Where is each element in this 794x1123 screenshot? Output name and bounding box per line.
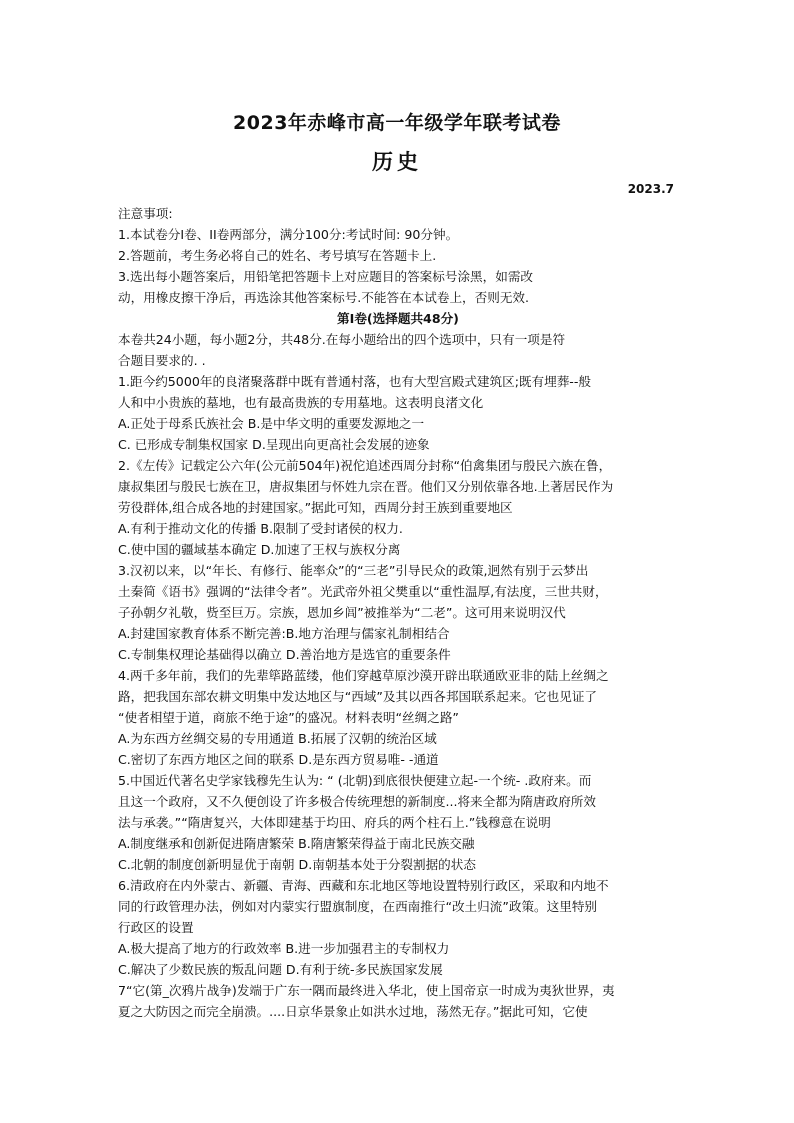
note-item: 2.答题前，考生务必将自己的姓名、考号填写在答题卡上. — [118, 248, 437, 263]
question-6 — [118, 875, 678, 980]
question-options-line: C.北朝的制度创新明显优于南朝 D.南朝基本处于分裂割据的状态 — [118, 857, 476, 872]
question-options-line: A.封建国家教育体系不断完善:B.地方治理与儒家礼制相结合 — [118, 626, 450, 641]
note-item: 动，用橡皮擦干净后，再选涂其他答案标号.不能答在本试卷上，否则无效. — [118, 290, 530, 305]
notes-heading: 注意事项: — [118, 206, 173, 221]
question-options-line: A.有利于推动文化的传播 B.限制了受封诸侯的权力. — [118, 521, 403, 536]
question-options-line: A.正处于母系氏族社会 B.是中华文明的重要发源地之一 — [118, 416, 425, 431]
question-1 — [118, 371, 678, 455]
question-options-line: C.专制集权理论基础得以确立 D.善治地方是选官的重要条件 — [118, 647, 451, 662]
question-options-line: C.解决了少数民族的叛乱问题 D.有利于统-多民族国家发展 — [118, 962, 443, 977]
question-stem-line: 且这一个政府，又不久便创设了许多极合传统理想的新制度...将来全都为隋唐政府所效 — [118, 794, 596, 809]
section-intro-line: 合题目要求的. . — [118, 353, 206, 368]
question-stem-line: 康叔集团与殷民七族在卫，唐叔集团与怀姓九宗在晋。他们又分别依靠各地.上著居民作为 — [118, 479, 614, 494]
section-intro-line: 本卷共24小题，每小题2分，共48分.在每小题给出的四个选项中，只有一项是符 — [118, 332, 566, 347]
question-stem-line: 行政区的设置 — [118, 920, 194, 935]
note-item: 3.选出每小题答案后，用铅笔把答题卡上对应题目的答案标号涂黑，如需改 — [118, 269, 534, 284]
question-options-line: C. 已形成专制集权国家 D.呈现出向更高社会发展的迹象 — [118, 437, 430, 452]
subject-title: 历史 — [372, 150, 422, 174]
question-options-line: A.极大提高了地方的行政效率 B.进一步加强君主的专制权力 — [118, 941, 450, 956]
question-stem-line: 劳役群体,组合成各地的封建国家。”据此可知，西周分封王族到重要地区 — [118, 500, 513, 515]
question-stem-line: 人和中小贵族的墓地，也有最高贵族的专用墓地。这表明良渚文化 — [118, 395, 484, 410]
question-5 — [118, 770, 678, 875]
question-stem-line: 7“它(第_次鸦片战争)发端于广东一隅而最终进入华北，使上国帝京一时成为夷狄世界，夷 — [118, 983, 615, 998]
question-options-line: C.密切了东西方地区之间的联系 D.是东西方贸易唯- -通道 — [118, 752, 439, 767]
question-stem-line: 路，把我国东部农耕文明集中发达地区与“西域”及其以西各邦国联系起来。它也见证了 — [118, 689, 598, 704]
question-stem-line: 夏之大防因之而完全崩溃。....日京华景象止如洪水过地，荡然无存。”据此可知，它使 — [118, 1004, 588, 1019]
question-stem-line: 法与承袭。”“隋唐复兴，大体即建基于均田、府兵的两个柱石上.”钱穆意在说明 — [118, 815, 551, 830]
question-stem-line: 2.《左传》记载定公六年(公元前504年)祝佗追述西周分封称“伯禽集团与殷民六族在鲁， — [118, 458, 612, 473]
question-stem-line: 4.两千多年前，我们的先辈筚路蓝缕，他们穿越草原沙漠开辟出联通欧亚非的陆上丝绸之 — [118, 668, 609, 683]
question-4 — [118, 665, 678, 770]
question-options-line: C.使中国的疆域基本确定 D.加速了王权与族权分离 — [118, 542, 401, 557]
exam-title: 2023年赤峰市高一年级学年联考试卷 — [233, 112, 561, 134]
question-7 — [118, 980, 678, 1022]
question-stem-line: 同的行政管理办法，例如对内蒙实行盟旗制度，在西南推行“改土归流”政策。这里特别 — [118, 899, 598, 914]
section-heading: 第I卷(选择题共48分) — [337, 311, 459, 326]
question-3 — [118, 560, 678, 665]
note-item: 1.本试卷分I卷、II卷两部分，满分100分:考试时间: 90分钟。 — [118, 227, 459, 242]
question-stem-line: 土秦简《语书》强调的“法律令者”。光武帝外祖父樊重以“重性温厚,有法度，三世共财， — [118, 584, 608, 599]
question-stem-line: 子孙朝夕礼敬，赀至巨万。宗族，恩加乡闾”被推举为“二老”。这可用来说明汉代 — [118, 605, 566, 620]
notes-block — [118, 203, 678, 308]
question-stem-line: 3.汉初以来，以“年长、有修行、能率众”的“三老”引导民众的政策,迥然有别于云梦出 — [118, 563, 589, 578]
question-stem-line: 1.距今约5000年的良渚聚落群中既有普通村落，也有大型宫殿式建筑区;既有埋葬--般 — [118, 374, 591, 389]
question-stem-line: “使者相望于道，商旅不绝于途”的盛况。材料表明“丝绸之路” — [118, 710, 459, 725]
question-2 — [118, 455, 678, 560]
exam-date: 2023.7 — [627, 182, 674, 196]
question-stem-line: 5.中国近代著名史学家钱穆先生认为: “ (北朝)到底很快便建立起-一个统- .政府来。而 — [118, 773, 592, 788]
exam-content — [118, 203, 678, 1022]
section-block — [118, 308, 678, 371]
question-options-line: A.制度继承和创新促进隋唐繁荣 B.隋唐繁荣得益于南北民族交融 — [118, 836, 475, 851]
question-stem-line: 6.清政府在内外蒙古、新疆、青海、西藏和东北地区等地设置特别行政区，采取和内地不 — [118, 878, 609, 893]
question-options-line: A.为东西方丝绸交易的专用通道 B.拓展了汉朝的统治区域 — [118, 731, 437, 746]
